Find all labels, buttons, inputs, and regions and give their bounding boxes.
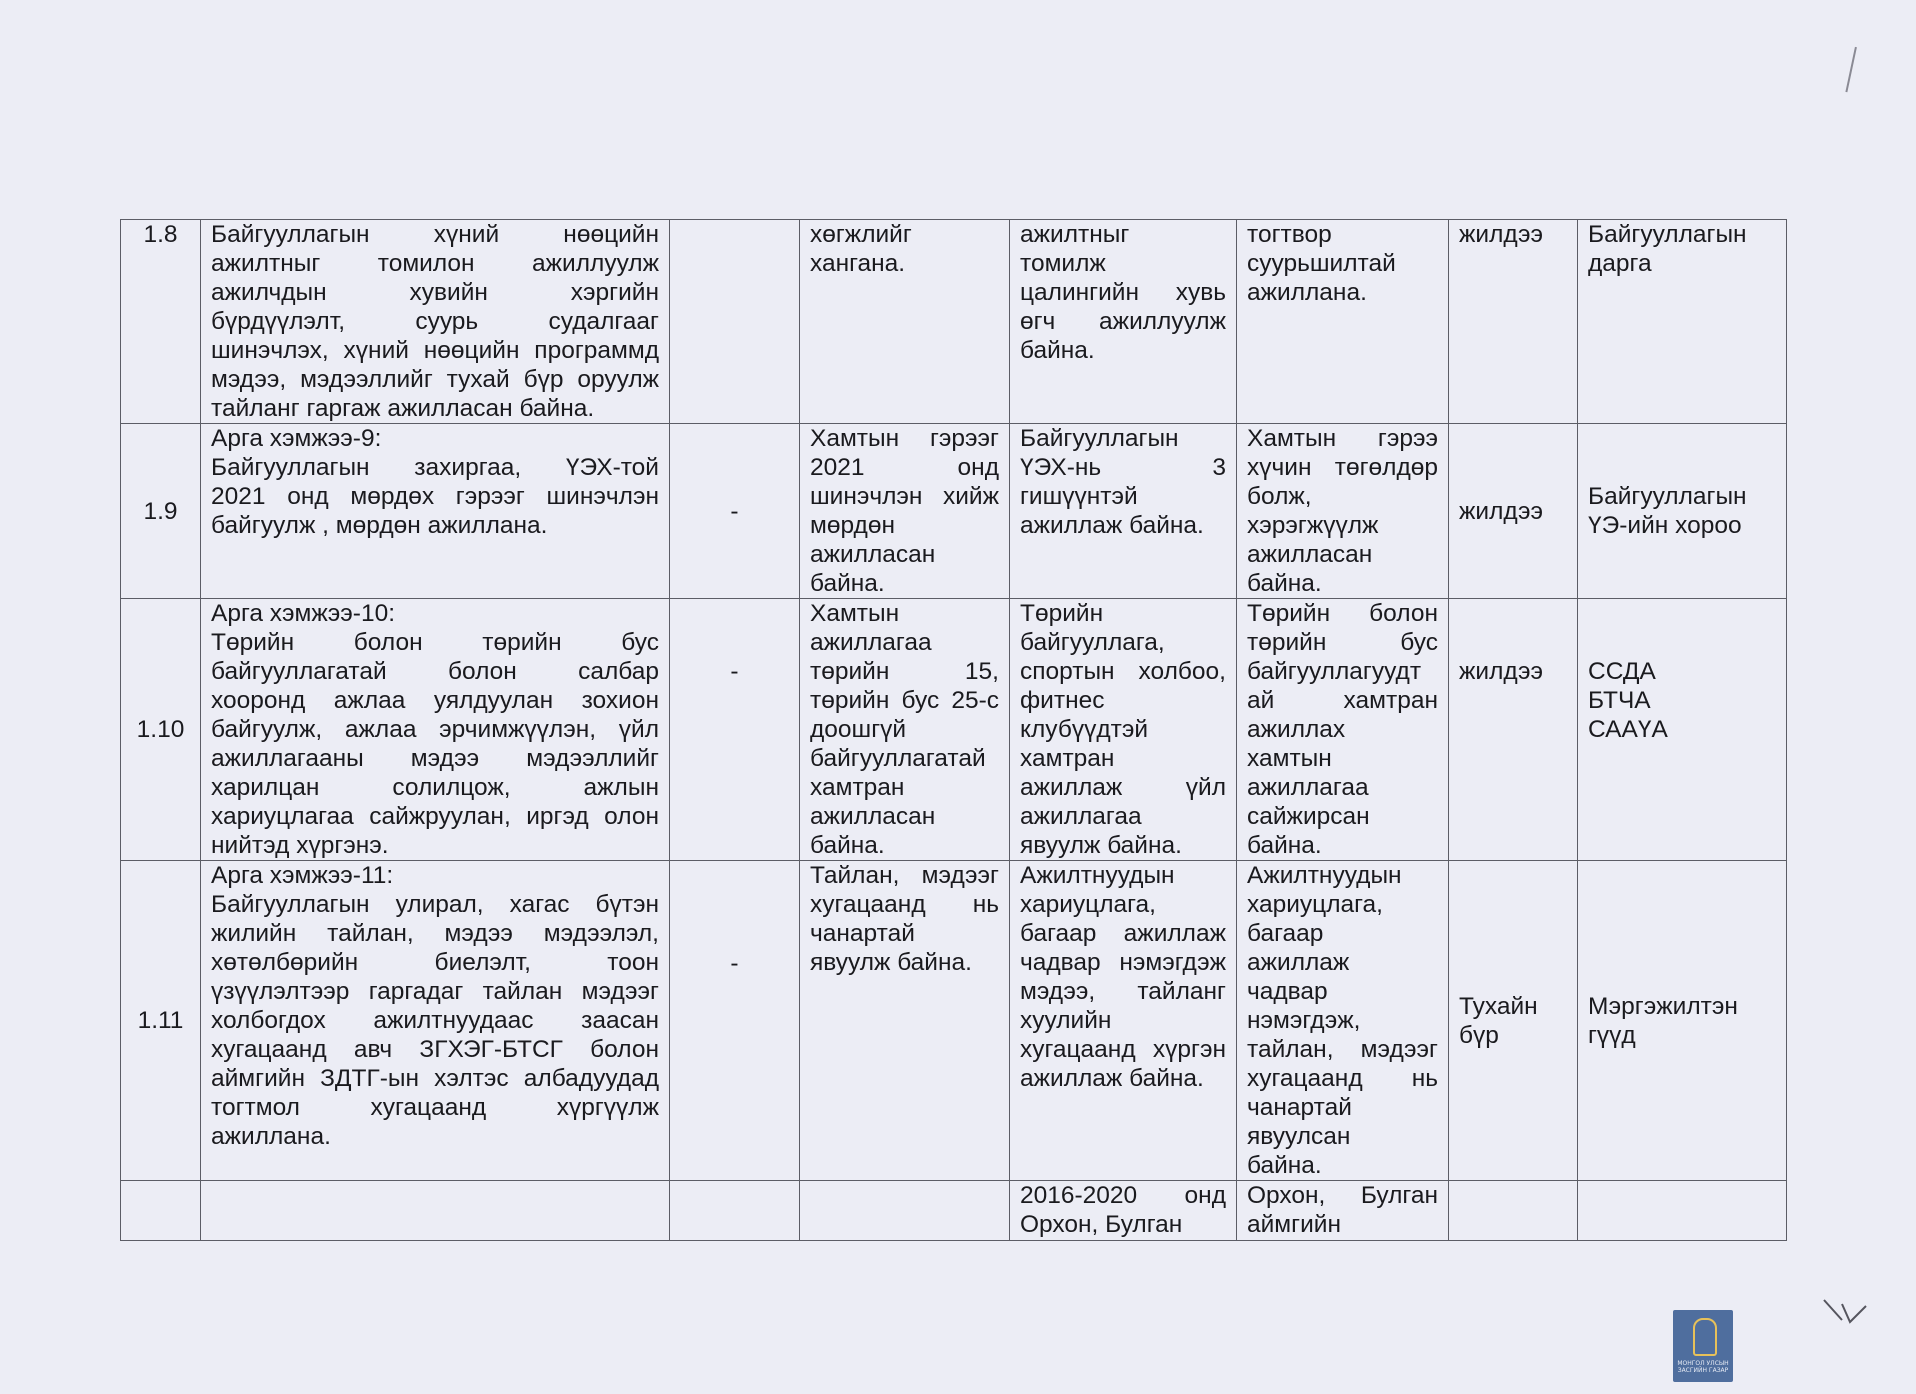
table-row (121, 424, 1787, 599)
cell-line: гишүүнтэй (1020, 483, 1138, 510)
period-cell: жилдээ (1449, 220, 1578, 424)
cell-line: фитнес (1020, 687, 1105, 714)
cell-line: шинэчлэн хийж (810, 483, 999, 510)
cell-line: клубүүдтэй (1020, 716, 1149, 743)
table-row (121, 599, 1787, 861)
cell-line: төрийн бус (1247, 629, 1438, 656)
outcome-cell (1237, 1181, 1449, 1241)
result-cell (800, 861, 1010, 1181)
cell-line: байна. (1247, 1152, 1322, 1179)
cell-line: ажилласан (810, 803, 936, 830)
logo-caption: МОНГОЛ УЛСЫН ЗАСГИЙН ГАЗАР (1677, 1360, 1729, 1374)
cell-line: хэрэгжүүлж (1247, 512, 1379, 539)
scan-mark (1845, 47, 1870, 95)
cell-line: байна. (1247, 832, 1322, 859)
result-cell (800, 220, 1010, 424)
responsible-cell (1578, 861, 1787, 1181)
cell-line: мэдээ, мэдээллийг тухай бүр оруулж (211, 366, 659, 393)
cell-line: Төрийн (1020, 600, 1104, 627)
cell-line: нэмэгдэж, (1247, 1007, 1361, 1034)
cell-line: Төрийн болон төрийн бус (211, 629, 659, 656)
government-emblem-logo (1673, 1310, 1733, 1382)
cell-line: гүүд (1588, 1021, 1636, 1049)
cell-line: Байгууллагын (1020, 425, 1179, 452)
cell-line: доошгүй (810, 716, 907, 743)
result-cell (800, 424, 1010, 599)
cell-line: цалингийн хувь (1020, 279, 1226, 306)
cell-line: шинэчлэх, хүний нөөцийн программд (211, 337, 659, 364)
target-cell (670, 220, 800, 424)
task-cell (201, 861, 670, 1181)
task-cell (201, 424, 670, 599)
cell-line: үзүүлэлтээр гаргадаг тайлан мэдээг (211, 978, 659, 1005)
period-cell (1449, 1181, 1578, 1241)
cell-line: ажилласан (1247, 541, 1373, 568)
cell-line: мэдээ, тайланг (1020, 978, 1226, 1005)
soyombo-icon (1693, 1318, 1717, 1356)
table-row (121, 220, 1787, 424)
row-number: 1.10 (121, 599, 201, 861)
responsible-cell (1578, 220, 1787, 424)
cell-line: чанартай (810, 920, 915, 947)
table-row (121, 861, 1787, 1181)
cell-line: байна. (1020, 337, 1095, 364)
cell-line: тайлан, мэдээг (1247, 1036, 1438, 1063)
cell-line: спортын холбоо, (1020, 658, 1226, 685)
cell-line: 2021 онд мөрдөх гэрээг шинэчлэн (211, 483, 659, 510)
cell-line: Ажилтнуудын (1020, 862, 1175, 889)
period-cell: жилдээ (1449, 424, 1578, 599)
cell-line: ҮЭХ-нь 3 (1020, 454, 1226, 481)
cell-line: ажиллагаа (1020, 803, 1142, 830)
cell-line: ажиллаж байна. (1020, 1065, 1204, 1092)
cell-line: бүр (1459, 1021, 1499, 1049)
cell-line: ажиллаж байна. (1020, 512, 1204, 539)
cell-line: харилцан солилцож, ажлын (211, 774, 659, 801)
cell-line: Байгууллагын (1588, 483, 1747, 510)
cell-line: тайланг гаргаж ажилласан байна. (211, 395, 595, 422)
responsible-cell (1578, 424, 1787, 599)
period-cell: жилдээ (1449, 599, 1578, 861)
row-number: 1.8 (121, 220, 201, 424)
cell-line: байгууллага, (1020, 629, 1165, 656)
cell-line: ажилчдын хувийн хэргийн (211, 279, 659, 306)
outcome-cell (1237, 220, 1449, 424)
cell-line: бүрдүүлэлт, суурь судалгааг (211, 308, 659, 335)
cell-line: ажилтныг томилон ажиллуулж (211, 250, 659, 277)
cell-line: Ажилтнуудын (1247, 862, 1402, 889)
cell-line: Хамтын гэрээг (810, 425, 999, 452)
cell-line: Тухайн (1459, 992, 1538, 1020)
target-cell (670, 1181, 800, 1241)
cell-line: Хамтын (810, 600, 900, 627)
table-row (121, 1181, 1787, 1241)
cell-line: чанартай (1247, 1094, 1352, 1121)
cell-line: аймгийн ЗДТГ-ын хэлтэс албадуудад (211, 1065, 659, 1092)
cell-line: байгуулж , мөрдөн ажиллана. (211, 512, 548, 539)
row-number: 1.11 (121, 861, 201, 1181)
cell-line: чадвар нэмэгдэж (1020, 949, 1226, 976)
cell-line: тогтвор (1247, 221, 1332, 248)
cell-line: хамтран (810, 774, 905, 801)
target-cell: - (670, 599, 800, 861)
cell-line: ажиллана. (1247, 279, 1367, 306)
cell-line: хугацаанд нь (810, 891, 999, 918)
cell-line: дарга (1588, 250, 1652, 277)
cell-line: байгуулж, ажлаа эрчимжүүлэн, үйл (211, 716, 659, 743)
indicator-cell (1010, 220, 1237, 424)
cell-line: төрийн 15, (810, 658, 999, 685)
cell-line: байгууллагатай болон салбар (211, 658, 659, 685)
cell-line: ажиллах (1247, 716, 1346, 743)
cell-line: томилж (1020, 250, 1106, 277)
cell-line: сайжирсан (1247, 803, 1370, 830)
task-cell (201, 220, 670, 424)
target-cell: - (670, 424, 800, 599)
cell-line: байна. (1247, 570, 1322, 597)
cell-line: ай хамтран (1247, 687, 1438, 714)
cell-line: хангана. (810, 250, 906, 277)
cell-line: Орхон, Булган (1020, 1211, 1183, 1238)
cell-line: Мэргэжилтэн (1588, 992, 1738, 1020)
cell-line: хуулийн (1020, 1007, 1112, 1034)
outcome-cell (1237, 861, 1449, 1181)
cell-line: хүчин төгөлдөр (1247, 454, 1438, 481)
cell-line: хамтран (1020, 745, 1115, 772)
cell-line: Байгууллагын хүний нөөцийн (211, 221, 659, 248)
cell-line: жилийн тайлан, мэдээ мэдээлэл, (211, 920, 659, 947)
cell-line: өгч ажиллуулж (1020, 308, 1226, 335)
indicator-cell (1010, 599, 1237, 861)
cell-line: суурьшилтай (1247, 250, 1396, 277)
cell-line: ажиллагаа (810, 629, 932, 656)
table-body (121, 220, 1787, 1241)
cell-line: хөтөлбөрийн биелэлт, тоон (211, 949, 659, 976)
indicator-cell (1010, 424, 1237, 599)
cell-line: хамтын (1247, 745, 1332, 772)
cell-line: байна. (810, 570, 885, 597)
cell-line: Байгууллагын улирал, хагас бүтэн (211, 891, 659, 918)
cell-line: ажиллагааны мэдээ мэдээллийг (211, 745, 659, 772)
cell-line: хөгжлийг (810, 221, 912, 248)
cell-line: 2016-2020 онд (1020, 1182, 1226, 1209)
cell-line: СААҮА (1588, 716, 1668, 743)
cell-line: Арга хэмжээ-10: (211, 600, 396, 627)
indicator-cell (1010, 861, 1237, 1181)
action-plan-table (120, 219, 1787, 1241)
cell-line: ажилтныг (1020, 221, 1130, 248)
cell-line: холбогдох ажилтнуудаас заасан (211, 1007, 659, 1034)
cell-line: ҮЭ-ийн хороо (1588, 512, 1742, 539)
period-cell (1449, 861, 1578, 1181)
cell-line: Орхон, Булган (1247, 1182, 1438, 1209)
responsible-cell (1578, 599, 1787, 861)
cell-line: хугацаанд авч ЗГХЭГ-БТСГ болон (211, 1036, 659, 1063)
task-cell (201, 1181, 670, 1241)
cell-line: чадвар (1247, 978, 1328, 1005)
cell-line: нийтэд хүргэнэ. (211, 832, 389, 859)
indicator-cell (1010, 1181, 1237, 1241)
outcome-cell (1237, 424, 1449, 599)
cell-line: ажиллана. (211, 1123, 331, 1150)
cell-line: багаар ажиллаж (1020, 920, 1226, 947)
responsible-cell (1578, 1181, 1787, 1241)
cell-line: Хамтын гэрээ (1247, 425, 1438, 452)
outcome-cell (1237, 599, 1449, 861)
cell-line: БТЧА (1588, 687, 1651, 714)
cell-line: ажиллаж үйл (1020, 774, 1226, 801)
cell-line: хооронд ажлаа уялдуулан зохион (211, 687, 659, 714)
cell-line: хариуцлага, (1247, 891, 1383, 918)
cell-line: Төрийн болон (1247, 600, 1438, 627)
cell-line: явуулж байна. (810, 949, 972, 976)
cell-line: мөрдөн (810, 512, 895, 539)
cell-line: ажиллагаа (1247, 774, 1369, 801)
row-number (121, 1181, 201, 1241)
result-cell (800, 1181, 1010, 1241)
cell-line: тогтмол хугацаанд хүргүүлж (211, 1094, 659, 1121)
cell-line: болж, (1247, 483, 1312, 510)
cell-line: байгууллагуудт (1247, 658, 1422, 685)
cell-line: байгууллагатай (810, 745, 986, 772)
cell-line: хариуцлагаа сайжруулан, иргэд олон (211, 803, 659, 830)
row-number: 1.9 (121, 424, 201, 599)
cell-line: байна. (810, 832, 885, 859)
cell-line: Арга хэмжээ-9: (211, 425, 382, 452)
cell-line: явуулсан (1247, 1123, 1351, 1150)
cell-line: Байгууллагын захиргаа, ҮЭХ-той (211, 454, 659, 481)
cell-line: Байгууллагын (1588, 221, 1747, 248)
cell-line: төрийн бус 25-с (810, 687, 999, 714)
cell-line: Арга хэмжээ-11: (211, 862, 394, 889)
cell-line: ажиллаж (1247, 949, 1350, 976)
cell-line: явуулж байна. (1020, 832, 1182, 859)
result-cell (800, 599, 1010, 861)
cell-line: ССДА (1588, 658, 1656, 685)
handwritten-mark (1820, 1292, 1870, 1324)
cell-line: аймгийн (1247, 1211, 1341, 1238)
task-cell (201, 599, 670, 861)
cell-line: 2021 онд (810, 454, 999, 481)
target-cell: - (670, 861, 800, 1181)
cell-line: хугацаанд хүргэн (1020, 1036, 1226, 1063)
cell-line: ажилласан (810, 541, 936, 568)
cell-line: багаар (1247, 920, 1324, 947)
cell-line: хариуцлага, (1020, 891, 1156, 918)
cell-line: хугацаанд нь (1247, 1065, 1438, 1092)
cell-line: Тайлан, мэдээг (810, 862, 999, 889)
